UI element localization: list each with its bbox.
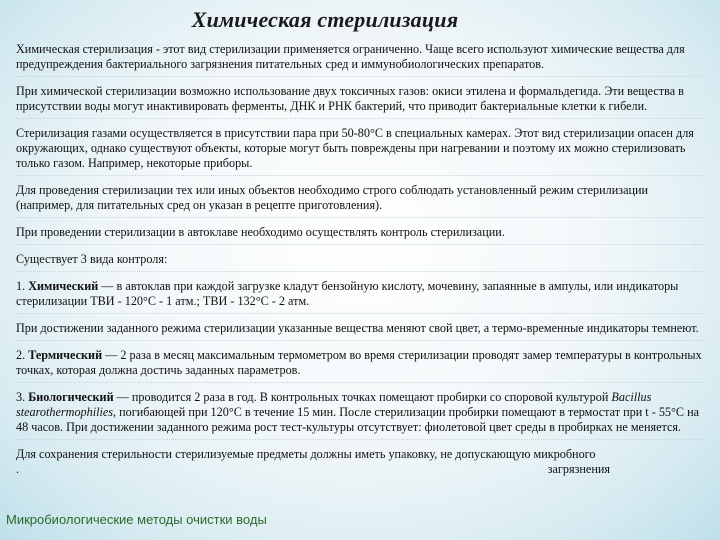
- slide-title: Химическая стерилизация: [191, 7, 459, 32]
- paragraph-regime: Для проведения стерилизации тех или иных объектов необходимо строго соблюдать установленный режим стерилизации (например, для питательных сред он указан в рецепте приготовления).: [16, 183, 706, 218]
- paragraph-control-types: Существует 3 вида контроля:: [16, 252, 706, 272]
- biological-description-end: , погибающей при 120°С в течение 15 мин. После стерилизации пробирки помещают в термостат при t - 55°С на 48 часов. При достижении заданного режима рост тест-культуры отсутствует: фиолетовой цвет среды в пробирках не меняется.: [16, 405, 700, 434]
- paragraph-gas-sterilization: Стерилизация газами осуществляется в присутствии пара при 50-80°С в специальных камерах. Этот вид стерилизации опасен для окружающих, однако существуют объекты, которые могут быть повреждены при нагревании и поэтому их можно стерилизовать только газом. Например, некоторые приборы.: [16, 126, 706, 176]
- paragraph-thermal-control: [16, 348, 706, 383]
- term-biological: Биологический: [28, 390, 114, 404]
- packaging-dot: .: [16, 462, 20, 476]
- list-number: 1.: [16, 279, 29, 293]
- packaging-end: загрязнения: [547, 462, 610, 476]
- packaging-last-line: [16, 462, 706, 477]
- paragraph-packaging: [16, 447, 706, 481]
- slide-content: [16, 42, 706, 488]
- bacteria-name: Bacillus stearothermophilies: [16, 390, 652, 419]
- paragraph-gases: При химической стерилизации возможно использование двух токсичных газов: окиси этилена и формальдегида. Эти вещества в присутствии воды могут инактивировать ферменты, ДНК и РНК бактерий, что приводит бактериальные клетки к гибели.: [16, 84, 706, 119]
- footer-caption: Микробиологические методы очистки воды: [6, 512, 267, 527]
- paragraph-biological-control: [16, 390, 706, 440]
- term-thermal: Термический: [28, 348, 103, 362]
- packaging-line: Для сохранения стерильности стерилизуемые предметы должны иметь упаковку, не допускающую микробного: [16, 447, 596, 461]
- thermal-description: — 2 раза в месяц максимальным термометром во время стерилизации проводят замер температуры в контрольных точках, которая должна достичь заданных параметров.: [16, 348, 702, 377]
- paragraph-autoclave-control: При проведении стерилизации в автоклаве необходимо осуществлять контроль стерилизации.: [16, 225, 706, 245]
- list-number: 3.: [16, 390, 29, 404]
- paragraph-intro: Химическая стерилизация - этот вид стерилизации применяется ограниченно. Чаще всего используют химические вещества для предупреждения бактериального загрязнения питательных сред и иммунобиологических препаратов.: [16, 42, 706, 77]
- biological-description: — проводится 2 раза в год. В контрольных точках помещают пробирки со споровой культурой: [113, 390, 612, 404]
- chemical-description: — в автоклав при каждой загрузке кладут бензойную кислоту, мочевину, запаянные в ампулы, или индикаторы стерилизации ТВИ - 120°С - 1 атм.; ТВИ - 132°С - 2 атм.: [16, 279, 679, 308]
- paragraph-chemical-control: [16, 279, 706, 314]
- paragraph-indicators: При достижении заданного режима стерилизации указанные вещества меняют свой цвет, а термо-временные индикаторы темнеют.: [16, 321, 706, 341]
- list-number: 2.: [16, 348, 29, 362]
- term-chemical: Химический: [28, 279, 99, 293]
